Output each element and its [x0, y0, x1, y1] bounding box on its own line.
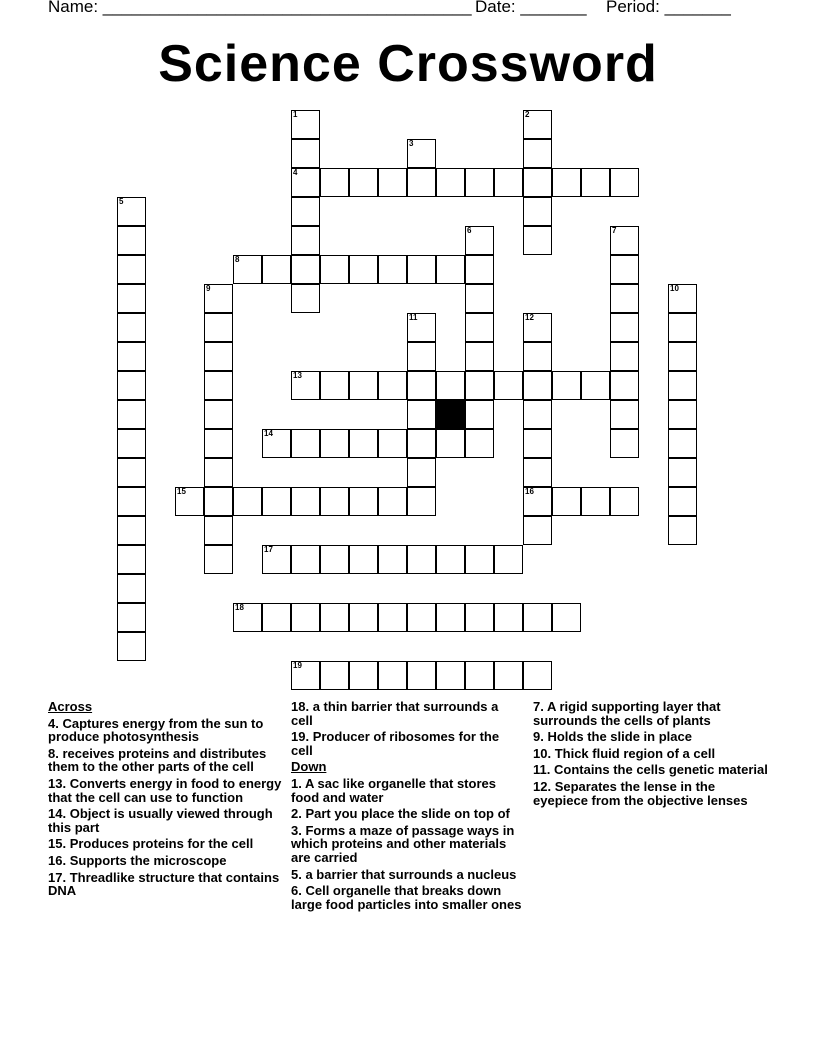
crossword-cell[interactable]: [436, 545, 465, 574]
clue-number: 15: [177, 487, 186, 496]
crossword-cell[interactable]: [494, 371, 523, 400]
clue-number: 5: [119, 197, 124, 206]
clue-across-8: 8. receives proteins and distributes them to the other parts of the cell: [48, 745, 267, 775]
crossword-cell[interactable]: [465, 603, 494, 632]
crossword-cell[interactable]: [465, 284, 494, 313]
clue-across-18: 18. a thin barrier that surrounds a cell: [291, 699, 499, 728]
crossword-cell[interactable]: [204, 342, 233, 371]
crossword-cell[interactable]: [117, 284, 146, 313]
crossword-cell[interactable]: [378, 603, 407, 632]
crossword-cell[interactable]: [291, 429, 320, 458]
crossword-cell[interactable]: [378, 545, 407, 574]
crossword-cell[interactable]: [349, 371, 378, 400]
crossword-cell[interactable]: [407, 603, 436, 632]
crossword-cell[interactable]: [465, 168, 494, 197]
crossword-cell[interactable]: [407, 313, 436, 342]
name-field[interactable]: Name: _______________________________________: [48, 0, 472, 16]
crossword-cell[interactable]: [117, 516, 146, 545]
crossword-cell[interactable]: [436, 168, 465, 197]
crossword-cell[interactable]: [610, 429, 639, 458]
crossword-cell[interactable]: [610, 226, 639, 255]
crossword-cell[interactable]: [320, 168, 349, 197]
crossword-cell[interactable]: [117, 458, 146, 487]
crossword-cell[interactable]: [465, 371, 494, 400]
clue-down-6: 6. Cell organelle that breaks down large food particles into smaller ones: [291, 883, 522, 912]
down-heading: Down: [291, 759, 327, 775]
clue-number: 16: [525, 487, 534, 496]
crossword-cell[interactable]: [291, 545, 320, 574]
clue-number: 18: [235, 603, 244, 612]
crossword-cell[interactable]: [436, 661, 465, 690]
crossword-cell[interactable]: [436, 371, 465, 400]
clue-down-11: 11. Contains the cells genetic material: [533, 762, 768, 778]
crossword-cell[interactable]: [465, 255, 494, 284]
crossword-cell[interactable]: [465, 545, 494, 574]
crossword-cell[interactable]: [117, 197, 146, 226]
crossword-cell[interactable]: [204, 487, 233, 516]
clue-number: 2: [525, 110, 530, 119]
crossword-cell[interactable]: [494, 603, 523, 632]
crossword-cell[interactable]: [204, 545, 233, 574]
page-title: Science Crossword: [158, 35, 658, 93]
crossword-cell[interactable]: [349, 168, 378, 197]
crossword-cell[interactable]: [668, 313, 697, 342]
crossword-cell[interactable]: [204, 516, 233, 545]
clue-across-15: 15. Produces proteins for the cell: [48, 836, 254, 852]
crossword-cell[interactable]: [668, 458, 697, 487]
crossword-cell[interactable]: [581, 168, 610, 197]
crossword-cell[interactable]: [523, 516, 552, 545]
clue-across-13: 13. Converts energy in food to energy that the cell can use to function: [48, 775, 282, 805]
crossword-cell[interactable]: [610, 284, 639, 313]
crossword-cell[interactable]: [523, 110, 552, 139]
crossword-cell[interactable]: [262, 255, 291, 284]
crossword-cell[interactable]: [117, 255, 146, 284]
crossword-cell[interactable]: [117, 545, 146, 574]
crossword-cell[interactable]: [407, 400, 436, 429]
clue-number: 17: [264, 545, 273, 554]
clue-number: 19: [293, 661, 302, 670]
clue-number: 11: [409, 313, 418, 322]
crossword-cell[interactable]: [117, 226, 146, 255]
crossword-cell[interactable]: [668, 429, 697, 458]
crossword-cell[interactable]: [378, 661, 407, 690]
crossword-cell[interactable]: [204, 371, 233, 400]
crossword-cell[interactable]: [523, 603, 552, 632]
crossword-cell[interactable]: [668, 342, 697, 371]
clue-number: 7: [612, 226, 617, 235]
across-heading: Across: [48, 699, 93, 714]
clue-across-17: 17. Threadlike structure that contains DNA: [48, 869, 280, 899]
crossword-cell[interactable]: [407, 487, 436, 516]
crossword-cell[interactable]: [233, 603, 262, 632]
crossword-cell[interactable]: [494, 545, 523, 574]
crossword-cell[interactable]: [610, 400, 639, 429]
crossword-cell[interactable]: [581, 371, 610, 400]
crossword-cell[interactable]: [262, 429, 291, 458]
blocked-cell: [436, 400, 465, 429]
crossword-cell[interactable]: [523, 197, 552, 226]
clue-number: 1: [293, 110, 298, 119]
crossword-cell[interactable]: [320, 255, 349, 284]
crossword-cell[interactable]: [407, 342, 436, 371]
crossword-cell[interactable]: [291, 255, 320, 284]
crossword-cell[interactable]: [262, 545, 291, 574]
clue-number: 12: [525, 313, 534, 322]
crossword-cell[interactable]: [523, 429, 552, 458]
crossword-cell[interactable]: [668, 516, 697, 545]
crossword-cell[interactable]: [262, 487, 291, 516]
crossword-cell[interactable]: [581, 487, 610, 516]
crossword-cell[interactable]: [465, 226, 494, 255]
crossword-cell[interactable]: [320, 487, 349, 516]
crossword-cell[interactable]: [175, 487, 204, 516]
crossword-cell[interactable]: [378, 255, 407, 284]
clue-number: 8: [235, 255, 240, 264]
clue-down-9: 9. Holds the slide in place: [533, 729, 692, 745]
crossword-cell[interactable]: [610, 342, 639, 371]
clue-number: 4: [293, 168, 298, 177]
crossword-cell[interactable]: [262, 603, 291, 632]
clue-number: 6: [467, 226, 472, 235]
crossword-cell[interactable]: [320, 545, 349, 574]
clues-col-3: [533, 700, 769, 810]
clue-number: 3: [409, 139, 414, 148]
crossword-cell[interactable]: [117, 313, 146, 342]
clue-across-14: 14. Object is usually viewed through this part: [48, 806, 273, 835]
crossword-cell[interactable]: [465, 429, 494, 458]
crossword-cell[interactable]: [349, 545, 378, 574]
crossword-cell[interactable]: [552, 487, 581, 516]
crossword-cell[interactable]: [320, 661, 349, 690]
crossword-cell[interactable]: [349, 487, 378, 516]
crossword-cell[interactable]: [523, 458, 552, 487]
crossword-cell[interactable]: [320, 603, 349, 632]
crossword-cell[interactable]: [465, 313, 494, 342]
crossword-cell[interactable]: [117, 603, 146, 632]
crossword-cell[interactable]: [407, 429, 436, 458]
clue-number: 13: [293, 371, 302, 380]
crossword-cell[interactable]: [407, 139, 436, 168]
crossword-cell[interactable]: [610, 255, 639, 284]
crossword-cell[interactable]: [291, 284, 320, 313]
crossword-cell[interactable]: [204, 284, 233, 313]
crossword-cell[interactable]: [117, 487, 146, 516]
crossword-cell[interactable]: [523, 313, 552, 342]
crossword-cell[interactable]: [407, 545, 436, 574]
crossword-cell[interactable]: [552, 603, 581, 632]
crossword-cell[interactable]: [668, 487, 697, 516]
crossword-cell[interactable]: [117, 400, 146, 429]
crossword-cell[interactable]: [291, 168, 320, 197]
crossword-cell[interactable]: [291, 371, 320, 400]
period-field[interactable]: Period: _______: [606, 0, 731, 16]
clue-across-4: 4. Captures energy from the sun to produce photosynthesis: [48, 715, 264, 745]
clue-down-5: 5. a barrier that surrounds a nucleus: [291, 866, 517, 882]
crossword-cell[interactable]: [407, 661, 436, 690]
crossword-cell[interactable]: [494, 661, 523, 690]
crossword-cell[interactable]: [291, 110, 320, 139]
crossword-cell[interactable]: [494, 168, 523, 197]
clue-number: 14: [264, 429, 273, 438]
crossword-cell[interactable]: [378, 429, 407, 458]
crossword-cell[interactable]: [407, 371, 436, 400]
crossword-cell[interactable]: [204, 429, 233, 458]
crossword-cell[interactable]: [407, 168, 436, 197]
crossword-cell[interactable]: [523, 226, 552, 255]
crossword-cell[interactable]: [523, 168, 552, 197]
crossword-cell[interactable]: [204, 458, 233, 487]
crossword-cell[interactable]: [320, 371, 349, 400]
clue-number: 9: [206, 284, 211, 293]
crossword-cell[interactable]: [436, 603, 465, 632]
crossword-cell[interactable]: [320, 429, 349, 458]
crossword-cell[interactable]: [204, 400, 233, 429]
clue-across-19: 19. Producer of ribosomes for the cell: [291, 729, 500, 758]
crossword-cell[interactable]: [668, 371, 697, 400]
clue-across-16: 16. Supports the microscope: [48, 852, 227, 868]
clue-down-3: 3. Forms a maze of passage ways in which proteins and other materials are carried: [291, 822, 515, 865]
crossword-cell[interactable]: [523, 139, 552, 168]
crossword-cell[interactable]: [436, 429, 465, 458]
crossword-cell[interactable]: [349, 603, 378, 632]
crossword-cell[interactable]: [233, 255, 262, 284]
crossword-cell[interactable]: [436, 255, 465, 284]
crossword-cell[interactable]: [407, 458, 436, 487]
crossword-cell[interactable]: [233, 487, 262, 516]
crossword-cell[interactable]: [523, 371, 552, 400]
crossword-cell[interactable]: [349, 429, 378, 458]
crossword-cell[interactable]: [204, 313, 233, 342]
crossword-cell[interactable]: [523, 400, 552, 429]
crossword-cell[interactable]: [407, 255, 436, 284]
crossword-cell[interactable]: [610, 487, 639, 516]
clues-col-1: [48, 700, 284, 901]
crossword-cell[interactable]: [552, 371, 581, 400]
crossword-cell[interactable]: [117, 342, 146, 371]
crossword-cell[interactable]: [378, 487, 407, 516]
crossword-cell[interactable]: [552, 168, 581, 197]
crossword-cell[interactable]: [378, 371, 407, 400]
crossword-cell[interactable]: [610, 168, 639, 197]
crossword-cell[interactable]: [668, 400, 697, 429]
crossword-cell[interactable]: [523, 342, 552, 371]
crossword-cell[interactable]: [378, 168, 407, 197]
clue-down-10: 10. Thick fluid region of a cell: [533, 745, 716, 761]
crossword-cell[interactable]: [523, 487, 552, 516]
crossword-cell[interactable]: [117, 632, 146, 661]
clue-down-1: 1. A sac like organelle that stores food and water: [291, 775, 496, 805]
crossword-cell[interactable]: [291, 487, 320, 516]
crossword-cell[interactable]: [465, 661, 494, 690]
crossword-cell[interactable]: [668, 284, 697, 313]
clue-down-12: 12. Separates the lense in the eyepiece from the objective lenses: [533, 778, 748, 808]
clues-col-2: [291, 700, 523, 914]
date-field[interactable]: Date: _______: [475, 0, 587, 16]
clue-down-2: 2. Part you place the slide on top of: [291, 806, 510, 822]
crossword-cell[interactable]: [523, 661, 552, 690]
crossword-cell[interactable]: [291, 603, 320, 632]
crossword-cell[interactable]: [610, 371, 639, 400]
crossword-cell[interactable]: [465, 342, 494, 371]
crossword-cell[interactable]: [610, 313, 639, 342]
crossword-cell[interactable]: [117, 371, 146, 400]
crossword-cell[interactable]: [349, 255, 378, 284]
crossword-cell[interactable]: [117, 429, 146, 458]
crossword-cell[interactable]: [465, 400, 494, 429]
crossword-cell[interactable]: [291, 197, 320, 226]
crossword-cell[interactable]: [291, 139, 320, 168]
crossword-cell[interactable]: [291, 226, 320, 255]
crossword-cell[interactable]: [291, 661, 320, 690]
crossword-cell[interactable]: [349, 661, 378, 690]
clue-number: 10: [670, 284, 679, 293]
crossword-cell[interactable]: [117, 574, 146, 603]
clue-down-7: 7. A rigid supporting layer that surrounds the cells of plants: [533, 699, 721, 728]
